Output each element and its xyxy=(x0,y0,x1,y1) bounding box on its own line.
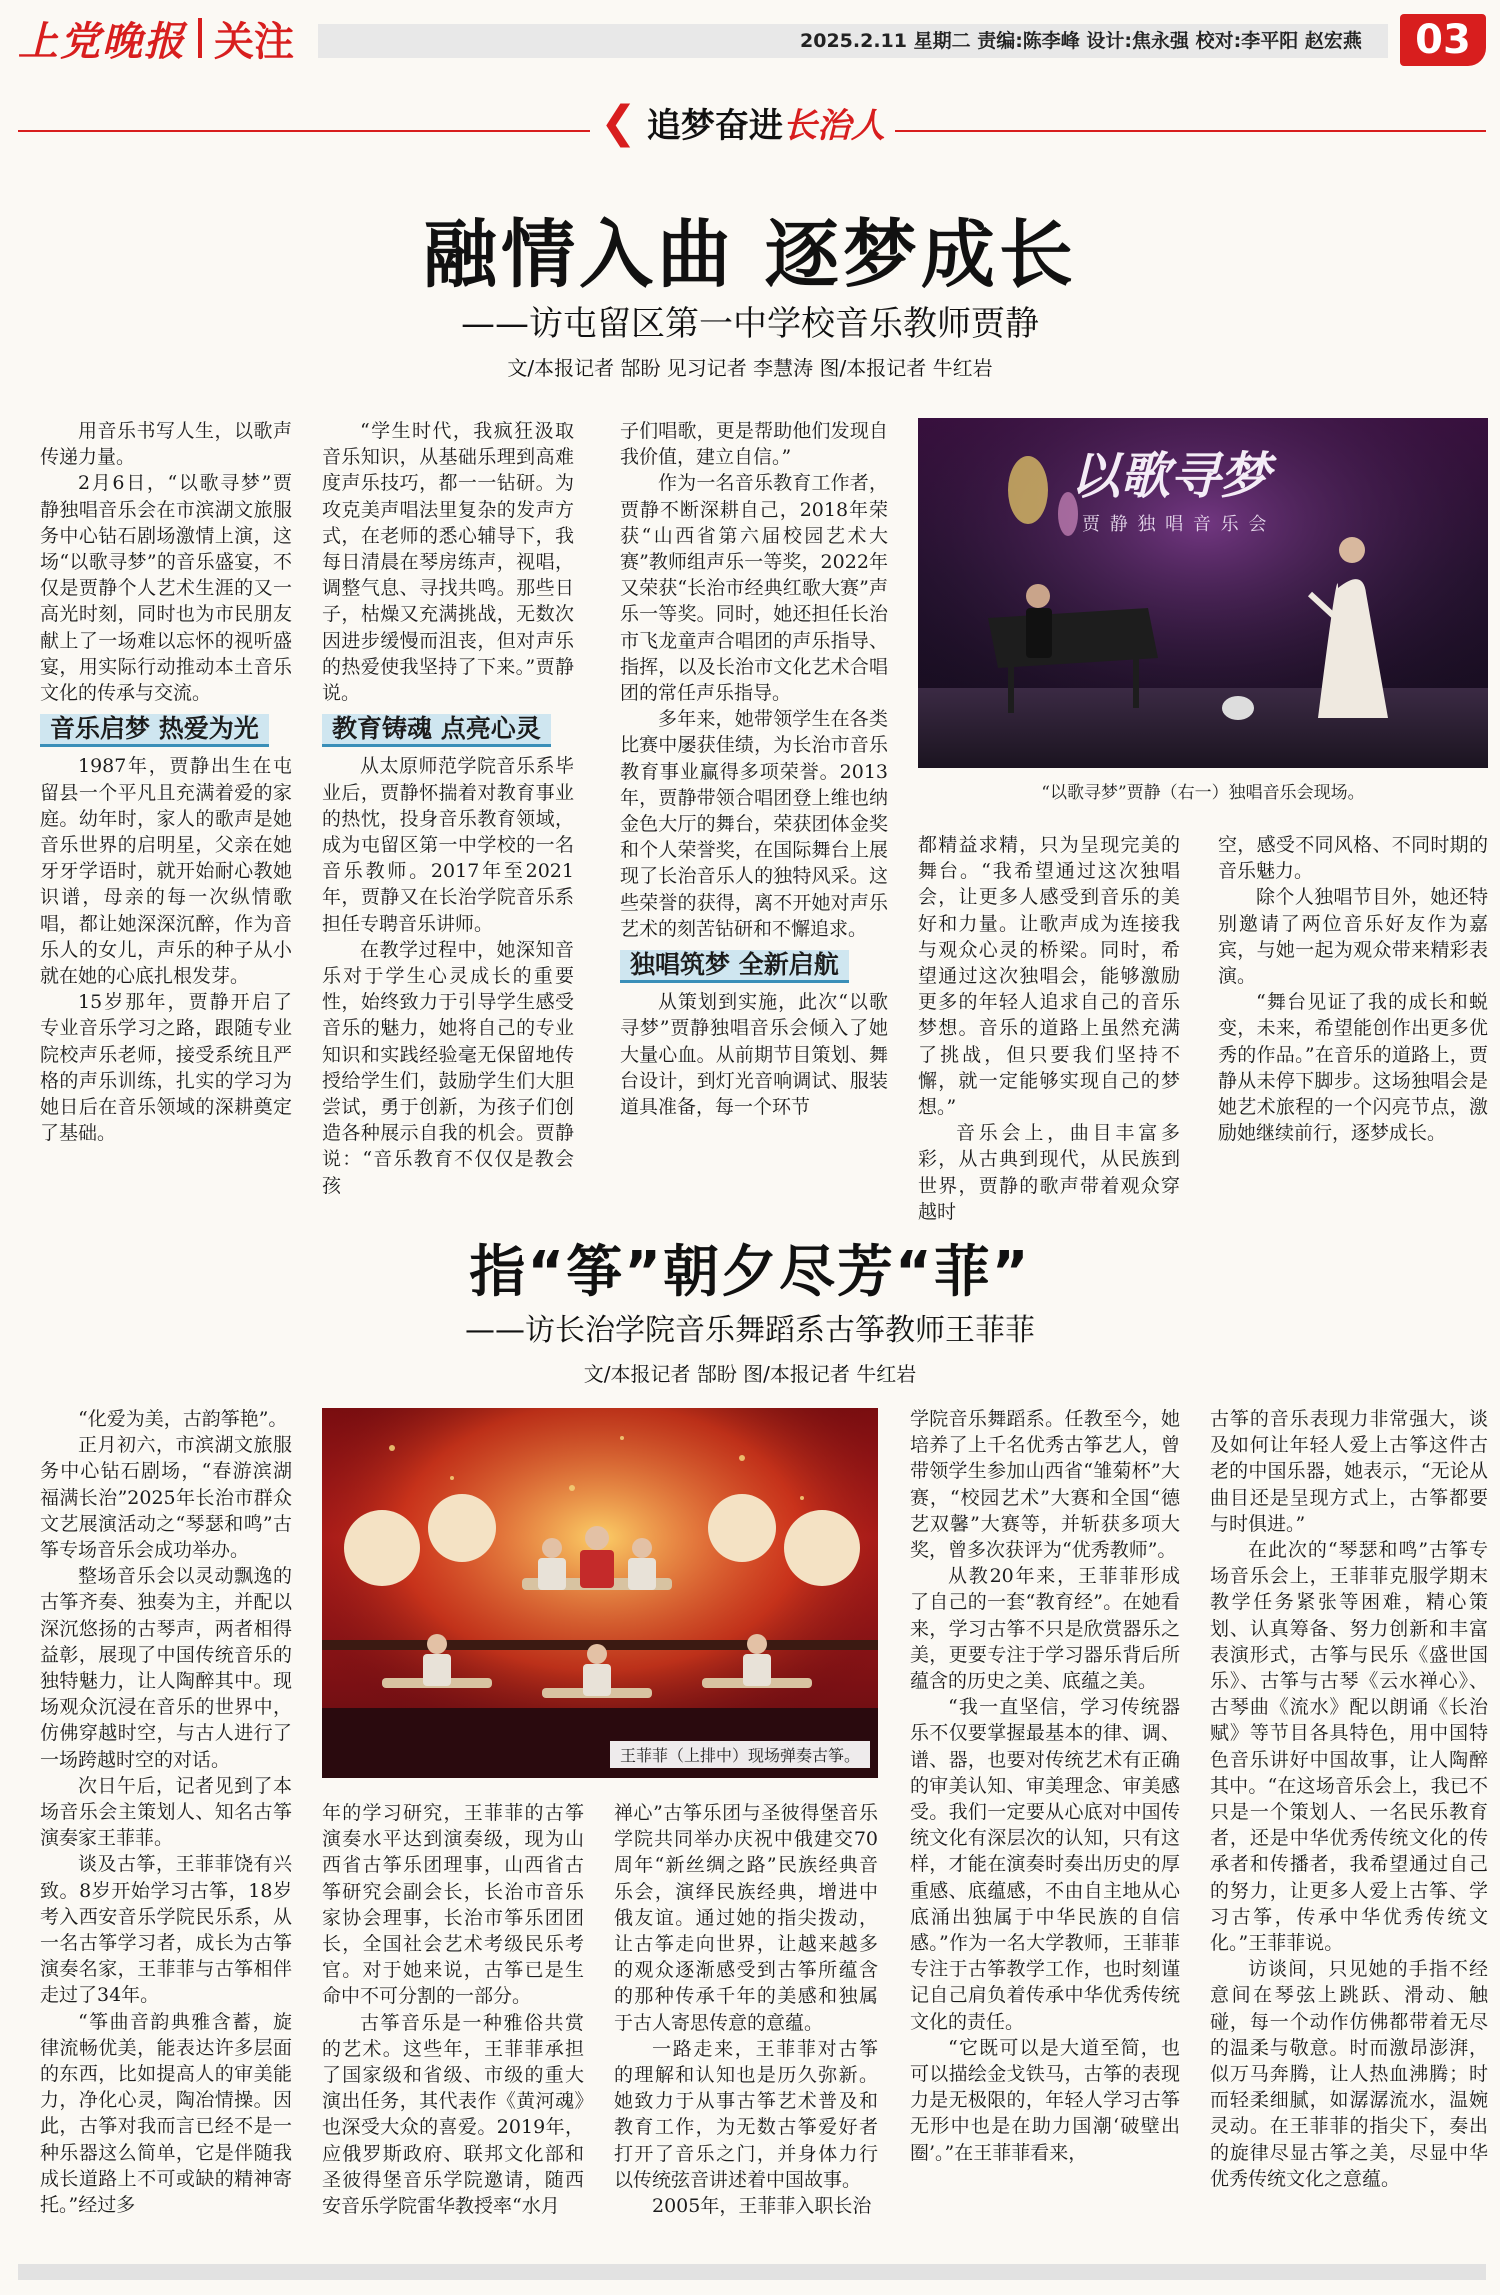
article1-column-2 xyxy=(322,418,574,1199)
paragraph: “舞台见证了我的成长和蜕变，未来，希望能创作出更多优秀的作品。”在音乐的道路上，贾静从未停下脚步。这场独唱会是她艺术旅程的一个闪亮节点，激励她继续前行，逐梦成长。 xyxy=(1218,991,1488,1145)
article1-column-4 xyxy=(918,832,1180,1225)
article1-subtitle: ——访屯留区第一中学校音乐教师贾静 xyxy=(461,304,1039,344)
article2-column-2 xyxy=(322,1800,584,2219)
paragraph: “筝曲音韵典雅含蓄，旋律流畅优美，能表达许多层面的东西，比如提高人的审美能力，净化心灵，陶冶情操。因此，古筝对我而言已经不是一种乐器这么简单，它是伴随我成长道路上不可或缺的精神寄托。”经过多 xyxy=(40,2010,292,2217)
concert-photo xyxy=(918,418,1488,768)
paragraph: 多年来，她带领学生在各类比赛中屡获佳绩，为长治市音乐教育事业赢得多项荣誉。2013年，贾静带领合唱团登上维也纳金色大厅的舞台，荣获团体金奖和个人荣誉奖，在国际舞台上展现了长治音乐人的独特风采。这些荣誉的获得，离不开她对声乐艺术的刻苦钻研和不懈追求。 xyxy=(620,708,888,940)
column-title-part-a: 追梦奋进 xyxy=(646,106,783,146)
paragraph: 古筝音乐是一种雅俗共赏的艺术。这些年，王菲菲承担了国家级和省级、市级的重大演出任务，其代表作《黄河魂》也深受大众的喜爱。2019年，应俄罗斯政府、联邦文化部和圣彼得堡音乐学院邀请，随西安音乐学院雷华教授率“水月 xyxy=(322,2011,584,2218)
masthead-divider xyxy=(198,18,202,58)
newspaper-logo: 上党晚报 xyxy=(18,17,186,65)
paragraph: 在此次的“琴瑟和鸣”古筝专场音乐会上，王菲菲克服学期末教学任务紧张等困难，精心策划、认真筹备、努力创新和丰富表演形式，古筝与民乐《盛世国乐》、古筝与古琴《云水禅心》、古琴曲《流水》配以朗诵《长治赋》等节目各具特色，用中国特色音乐讲好中国故事，让人陶醉其中。“在这场音乐会上，我已不只是一个策划人、一名民乐教育者，还是中华优秀传统文化的传承者和传播者，我希望通过自己的努力，让更多人爱上古筝、学习古筝，传承中华优秀传统文化。”王菲菲说。 xyxy=(1210,1539,1488,1955)
paragraph: 整场音乐会以灵动飘逸的古筝齐奏、独奏为主，并配以深沉悠扬的古琴声，两者相得益彰，展现了中国传统音乐的独特魅力，让人陶醉其中。现场观众沉浸在音乐的世界中，仿佛穿越时空，与古人进行了一场跨越时空的对话。 xyxy=(40,1565,292,1771)
subheading: 教育铸魂 点亮心灵 xyxy=(322,714,551,747)
paragraph: 都精益求精，只为呈现完美的舞台。“我希望通过这次独唱会，让更多人感受到音乐的美好和力量。让歌声成为连接我与观众心灵的桥梁。同时，希望通过这次独唱会，能够激励更多的年轻人追求自己的音乐梦想。音乐的道路上虽然充满了挑战，但只要我们坚持不懈，就一定能够实现自己的梦想。” xyxy=(918,834,1180,1119)
paragraph: 学院音乐舞蹈系。任教至今，她培养了上千名优秀古筝艺人，曾带领学生参加山西省“雏菊杯”大赛，“校园艺术”大赛和全国“德艺双馨”大赛等，并斩获多项大奖，曾多次获评为“优秀教师”。 xyxy=(910,1408,1180,1562)
concert-banner-title: 以歌寻梦 xyxy=(1070,446,1270,505)
paragraph: 谈及古筝，王菲菲饶有兴致。8岁开始学习古筝，18岁考入西安音乐学院民乐系，从一名古筝学习者，成长为古筝演奏名家，王菲菲与古筝相伴走过了34年。 xyxy=(40,1853,292,2007)
paragraph: 音乐会上，曲目丰富多彩，从古典到现代，从民族到世界，贾静的歌声带着观众穿越时 xyxy=(918,1122,1180,1223)
column-banner xyxy=(590,98,895,147)
article2-column-4 xyxy=(910,1406,1180,2166)
paragraph: 一路走来，王菲菲对古筝的理解和认知也是历久弥新。她致力于从事古筝艺术普及和教育工作，为无数古筝爱好者打开了音乐之门，并身体力行以传统弦音讲述着中国故事。 xyxy=(614,2037,878,2191)
section-name: 关注 xyxy=(214,18,294,65)
paragraph: 禅心”古筝乐团与圣彼得堡音乐学院共同举办庆祝中俄建交70周年“新丝绸之路”民族经典音乐会，演绎民族经典，增进中俄友谊。通过她的指尖拨动，让古筝走向世界，让越来越多的观众逐渐感受到古筝所蕴含的那种传承千年的美感和独属于古人寄思传意的意蕴。 xyxy=(614,1802,878,2034)
paragraph: 1987年，贾静出生在屯留县一个平凡且充满着爱的家庭。幼年时，家人的歌声是她音乐世界的启明星，父亲在她牙牙学语时，就开始耐心教她识谱，母亲的每一次纵情歌唱，都让她深深沉醉，作为音乐人的女儿，声乐的种子从小就在她的心底扎根发芽。 xyxy=(40,755,292,988)
chevron-left-icon: ❮ xyxy=(600,96,637,148)
paragraph: 访谈间，只见她的手指不经意间在琴弦上跳跃、滑动、触碰，每一个动作仿佛都带着无尽的温柔与敬意。时而激昂澎湃，似万马奔腾，让人热血沸腾；时而轻柔细腻，如潺潺流水，温婉灵动。在王菲菲的指尖下，奏出的旋律尽显古筝之美，尽显中华优秀传统文化之意蕴。 xyxy=(1210,1958,1488,2190)
concert-banner-subtitle: 贾 静 独 唱 音 乐 会 xyxy=(1082,514,1269,535)
article1-column-5 xyxy=(1218,832,1488,1146)
paragraph: 空，感受不同风格、不同时期的音乐魅力。 xyxy=(1218,834,1488,883)
photo-caption: 王菲菲（上排中）现场弹奏古筝。 xyxy=(610,1741,870,1768)
paragraph: “它既可以是大道至简，也可以描绘金戈铁马，古筝的表现力是无极限的，年轻人学习古筝无形中也是在助力国潮‘破壁出圈’。”在王菲菲看来， xyxy=(910,2036,1180,2164)
guzheng-scene xyxy=(322,1408,878,1778)
column-title xyxy=(647,98,885,147)
article2-column-5 xyxy=(1210,1406,1488,2192)
footer-bar xyxy=(18,2264,1486,2280)
guzheng-photo xyxy=(322,1408,878,1778)
article2-column-1 xyxy=(40,1406,292,2218)
article1-column-3 xyxy=(620,418,888,1120)
paragraph: 15岁那年，贾静开启了专业音乐学习之路，跟随专业院校声乐老师，接受系统且严格的声乐训练，扎实的学习为她日后在音乐领域的深耕奠定了基础。 xyxy=(40,991,292,1145)
subheading: 独唱筑梦 全新启航 xyxy=(620,950,849,983)
photo-caption: “以歌寻梦”贾静（右一）独唱音乐会现场。 xyxy=(1041,783,1365,803)
paragraph: 次日午后，记者见到了本场音乐会主策划人、知名古筝演奏家王菲菲。 xyxy=(40,1774,292,1850)
paragraph: 子们唱歌，更是帮助他们发现自我价值，建立自信。” xyxy=(620,420,888,469)
issue-info: 2025.2.11 星期二 责编:陈李峰 设计:焦永强 校对:李平阳 赵宏燕 xyxy=(800,30,1362,52)
column-title-part-b: 长治人 xyxy=(782,106,885,146)
article2-subtitle: ——访长治学院音乐舞蹈系古筝教师王菲菲 xyxy=(465,1313,1035,1348)
paragraph: 正月初六，市滨湖文旅服务中心钻石剧场，“春游滨湖福满长治”2025年长治市群众文艺展演活动之“琴瑟和鸣”古筝专场音乐会成功举办。 xyxy=(40,1434,292,1562)
article2-title: 指“筝”朝夕尽芳“菲” xyxy=(469,1240,1031,1305)
paragraph: 用音乐书写人生，以歌声传递力量。 xyxy=(40,420,292,469)
paragraph: 2005年，王菲菲入职长治 xyxy=(652,2195,872,2218)
masthead xyxy=(18,12,294,64)
article1-column-1 xyxy=(40,418,292,1146)
paragraph: 从太原师范学院音乐系毕业后，贾静怀揣着对教育事业的热忱，投身音乐教育领域，成为屯留区第一中学校的一名音乐教师。2017年至2021年，贾静又在长治学院音乐系担任专聘音乐讲师。 xyxy=(322,755,574,935)
paragraph: “化爱为美，古韵筝艳”。 xyxy=(78,1408,288,1430)
subheading: 音乐启梦 热爱为光 xyxy=(40,714,269,747)
paragraph: 作为一名音乐教育工作者，贾静不断深耕自己，2018年荣获“山西省第六届校园艺术大赛”教师组声乐一等奖，2022年又荣获“长治市经典红歌大赛”声乐一等奖。同时，她还担任长治市飞龙童声合唱团的声乐指导、指挥，以及长治市文化艺术合唱团的常任声乐指导。 xyxy=(620,472,888,705)
article1-title: 融情入曲 逐梦成长 xyxy=(423,212,1077,298)
paragraph: 从策划到实施，此次“以歌寻梦”贾静独唱音乐会倾入了她大量心血。从前期节目策划、舞台设计，到灯光音响调试、服装道具准备，每一个环节 xyxy=(620,991,888,1119)
paragraph: 从教20年来，王菲菲形成了自己的一套“教育经”。在她看来，学习古筝不只是欣赏器乐之美，更要专注于学习器乐背后所蕴含的历史之美、底蕴之美。 xyxy=(910,1565,1180,1693)
paragraph: 古筝的音乐表现力非常强大，谈及如何让年轻人爱上古筝这件古老的中国乐器，她表示，“无论从曲目还是呈现方式上，古筝都要与时俱进。” xyxy=(1210,1408,1488,1535)
paragraph: “学生时代，我疯狂汲取音乐知识，从基础乐理到高难度声乐技巧，都一一钻研。为攻克美声唱法里复杂的发声方式，在老师的悉心辅导下，我每日清晨在琴房练声，视唱，调整气息、寻找共鸣。那些日子，枯燥又充满挑战，无数次因进步缓慢而沮丧，但对声乐的热爱使我坚持了下来。”贾静说。 xyxy=(322,420,574,705)
article2-column-3 xyxy=(614,1800,878,2219)
paragraph: 在教学过程中，她深知音乐对于学生心灵成长的重要性，始终致力于引导学生感受音乐的魅力，她将自己的专业知识和实践经验毫无保留地传授给学生们，鼓励学生们大胆尝试，勇于创新，为孩子们创造各种展示自我的机会。贾静说：“音乐教育不仅仅是教会孩 xyxy=(322,938,574,1197)
paragraph: 年的学习研究，王菲菲的古筝演奏水平达到演奏级，现为山西省古筝乐团理事，山西省古筝研究会副会长，长治市音乐家协会理事，长治市筝乐团团长，全国社会艺术考级民乐考官。对于她来说，古筝已是生命中不可分割的一部分。 xyxy=(322,1802,584,2008)
page-number: 03 xyxy=(1400,14,1486,66)
article2-byline: 文/本报记者 郜盼 图/本报记者 牛红岩 xyxy=(583,1362,917,1386)
paragraph: 2月6日，“以歌寻梦”贾静独唱音乐会在市滨湖文旅服务中心钻石剧场激情上演，这场“以歌寻梦”的音乐盛宴，不仅是贾静个人艺术生涯的又一高光时刻，同时也为市民朋友献上了一场难以忘怀的视听盛宴，用实际行动推动本土音乐文化的传承与交流。 xyxy=(40,472,292,705)
paragraph: “我一直坚信，学习传统器乐不仅要掌握最基本的律、调、谱、器，也要对传统艺术有正确的审美认知、审美理念、审美感受。我们一定要从心底对中国传统文化有深层次的认知，只有这样，才能在演奏时奏出历史的厚重感、底蕴感，不由自主地从心底涌出独属于中华民族的自信感。”作为一名大学教师，王菲菲专注于古筝教学工作，也时刻谨记自己肩负着传承中华优秀传统文化的责任。 xyxy=(910,1696,1180,2033)
paragraph: 除个人独唱节目外，她还特别邀请了两位音乐好友作为嘉宾，与她一起为观众带来精彩表演。 xyxy=(1218,886,1488,988)
article1-byline: 文/本报记者 郜盼 见习记者 李慧涛 图/本报记者 牛红岩 xyxy=(507,356,993,380)
